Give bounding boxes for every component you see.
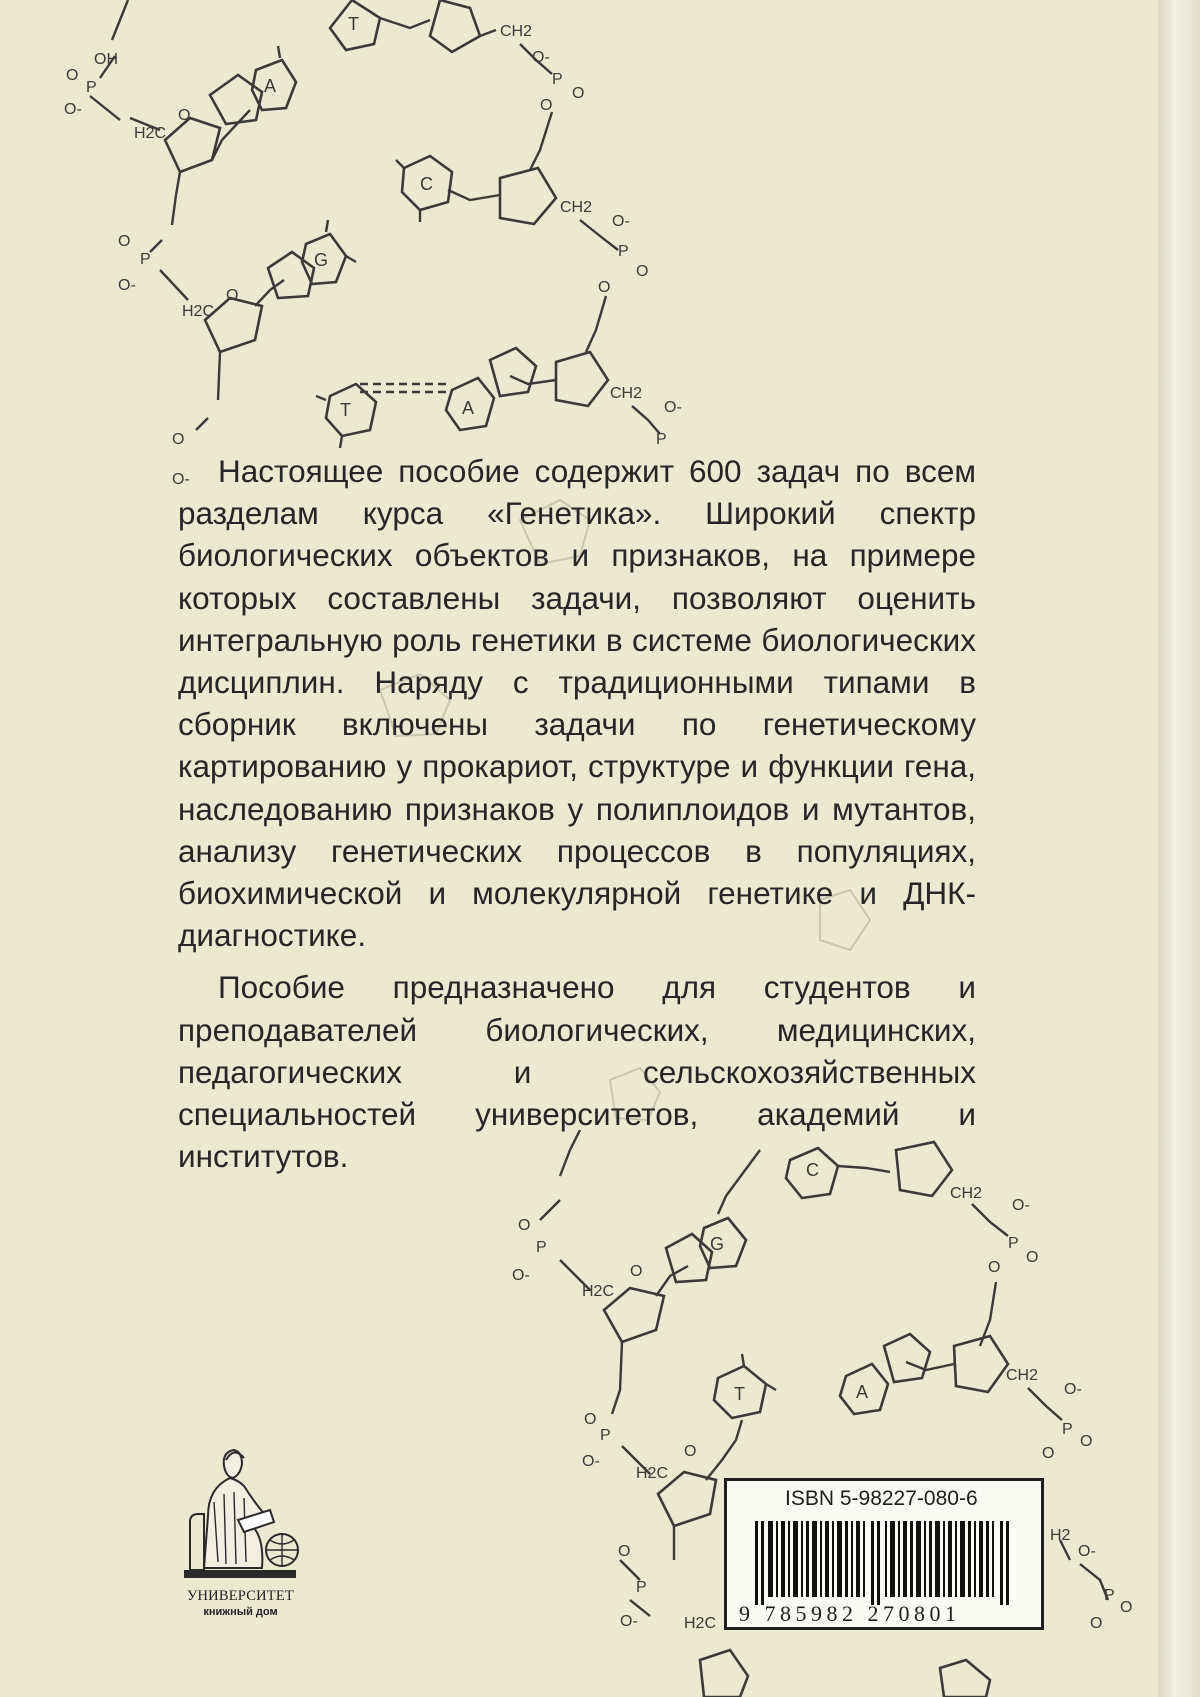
barcode-digits: 9 785982 270801 bbox=[739, 1601, 961, 1626]
svg-text:H2C: H2C bbox=[582, 1283, 615, 1300]
svg-text:O-: O- bbox=[620, 1613, 638, 1630]
svg-text:P: P bbox=[636, 1579, 647, 1596]
svg-text:O: O bbox=[598, 279, 611, 296]
publisher-subtitle: книжный дом bbox=[203, 1606, 278, 1618]
svg-text:O: O bbox=[540, 97, 553, 114]
svg-text:A: A bbox=[856, 1382, 869, 1402]
publisher-name: УНИВЕРСИТЕТ bbox=[187, 1588, 294, 1604]
svg-text:T: T bbox=[734, 1384, 745, 1404]
isbn-barcode-box bbox=[724, 1478, 1044, 1630]
svg-text:O: O bbox=[1026, 1249, 1039, 1266]
svg-text:O-: O- bbox=[172, 471, 190, 488]
svg-text:A: A bbox=[264, 76, 277, 96]
svg-text:O: O bbox=[572, 85, 585, 102]
svg-text:O: O bbox=[518, 1217, 531, 1234]
svg-text:G: G bbox=[710, 1234, 725, 1254]
svg-text:H2C: H2C bbox=[636, 1465, 669, 1482]
svg-text:O: O bbox=[988, 1259, 1001, 1276]
svg-text:O: O bbox=[584, 1411, 597, 1428]
publisher-logo bbox=[168, 1442, 313, 1618]
svg-text:P: P bbox=[552, 71, 563, 88]
svg-text:P: P bbox=[656, 431, 667, 448]
svg-text:H2C: H2C bbox=[134, 125, 167, 142]
svg-text:CH2: CH2 bbox=[560, 199, 593, 216]
svg-text:CH2: CH2 bbox=[1006, 1367, 1039, 1384]
svg-text:C: C bbox=[806, 1160, 819, 1180]
svg-text:P: P bbox=[536, 1239, 547, 1256]
svg-text:O: O bbox=[66, 67, 79, 84]
svg-text:O-: O- bbox=[1078, 1543, 1096, 1560]
svg-text:CH2: CH2 bbox=[500, 23, 533, 40]
svg-text:O-: O- bbox=[664, 399, 682, 416]
svg-text:H2: H2 bbox=[1050, 1527, 1071, 1544]
svg-text:H2C: H2C bbox=[182, 303, 215, 320]
svg-text:O-: O- bbox=[512, 1267, 530, 1284]
isbn-label: ISBN 5-98227-080-6 bbox=[785, 1487, 978, 1510]
svg-text:G: G bbox=[314, 250, 329, 270]
barcode bbox=[755, 1521, 1019, 1605]
svg-text:O: O bbox=[636, 263, 649, 280]
svg-text:A: A bbox=[462, 398, 475, 418]
svg-text:O: O bbox=[1090, 1615, 1103, 1632]
svg-text:CH2: CH2 bbox=[950, 1185, 983, 1202]
svg-text:H2C: H2C bbox=[684, 1615, 717, 1632]
svg-text:P: P bbox=[1062, 1421, 1073, 1438]
svg-text:T: T bbox=[348, 14, 359, 34]
svg-text:T: T bbox=[340, 400, 351, 420]
book-description bbox=[178, 450, 976, 1177]
svg-text:O: O bbox=[1080, 1433, 1093, 1450]
svg-text:O-: O- bbox=[64, 101, 82, 118]
svg-text:O-: O- bbox=[118, 277, 136, 294]
description-paragraph-1: Настоящее пособие содержит 600 задач по всем разделам курса «Генетика». Широкий спектр биологических объектов и признаков, на примере которых составлены задачи, позволяют оценить интегральную роль генетики в системе биологических дисциплин. Наряду с традиционными типами в сборник включены задачи по генетическому картированию у прокариот, структуре и функции гена, наследованию признаков у полиплоидов и мутантов, анализу генетических процессов в популяциях, биохимической и молекулярной генетике и ДНК-диагностике. bbox=[178, 453, 976, 954]
dna-strand-top-right bbox=[316, 0, 682, 448]
svg-text:O: O bbox=[630, 1263, 643, 1280]
svg-text:P: P bbox=[618, 243, 629, 260]
svg-text:P: P bbox=[140, 251, 151, 268]
svg-text:O: O bbox=[178, 107, 191, 124]
svg-text:CH2: CH2 bbox=[610, 385, 643, 402]
description-paragraph-2: Пособие предназначено для студентов и преподавателей биологических, медицинских, педагогических и сельскохозяйственных специальностей университетов, академий и институтов. bbox=[178, 969, 976, 1175]
svg-text:O-: O- bbox=[532, 49, 550, 66]
svg-text:O: O bbox=[226, 287, 239, 304]
svg-text:O-: O- bbox=[612, 213, 630, 230]
svg-text:O: O bbox=[618, 1543, 631, 1560]
svg-text:O: O bbox=[684, 1443, 697, 1460]
svg-text:C: C bbox=[420, 174, 433, 194]
svg-text:O-: O- bbox=[1064, 1381, 1082, 1398]
svg-text:O-: O- bbox=[1012, 1197, 1030, 1214]
svg-text:P: P bbox=[86, 79, 97, 96]
seated-scholar-emblem bbox=[174, 1442, 306, 1582]
svg-text:O: O bbox=[1120, 1599, 1133, 1616]
svg-text:O-: O- bbox=[582, 1453, 600, 1470]
svg-text:O: O bbox=[172, 431, 185, 448]
svg-text:O: O bbox=[1042, 1445, 1055, 1462]
svg-text:P: P bbox=[1104, 1587, 1115, 1604]
svg-text:O: O bbox=[118, 233, 131, 250]
svg-text:P: P bbox=[600, 1427, 611, 1444]
page-edge bbox=[1158, 0, 1200, 1697]
dna-strand-top-left bbox=[64, 0, 356, 488]
svg-text:P: P bbox=[1008, 1235, 1019, 1252]
svg-text:OH: OH bbox=[94, 51, 118, 68]
